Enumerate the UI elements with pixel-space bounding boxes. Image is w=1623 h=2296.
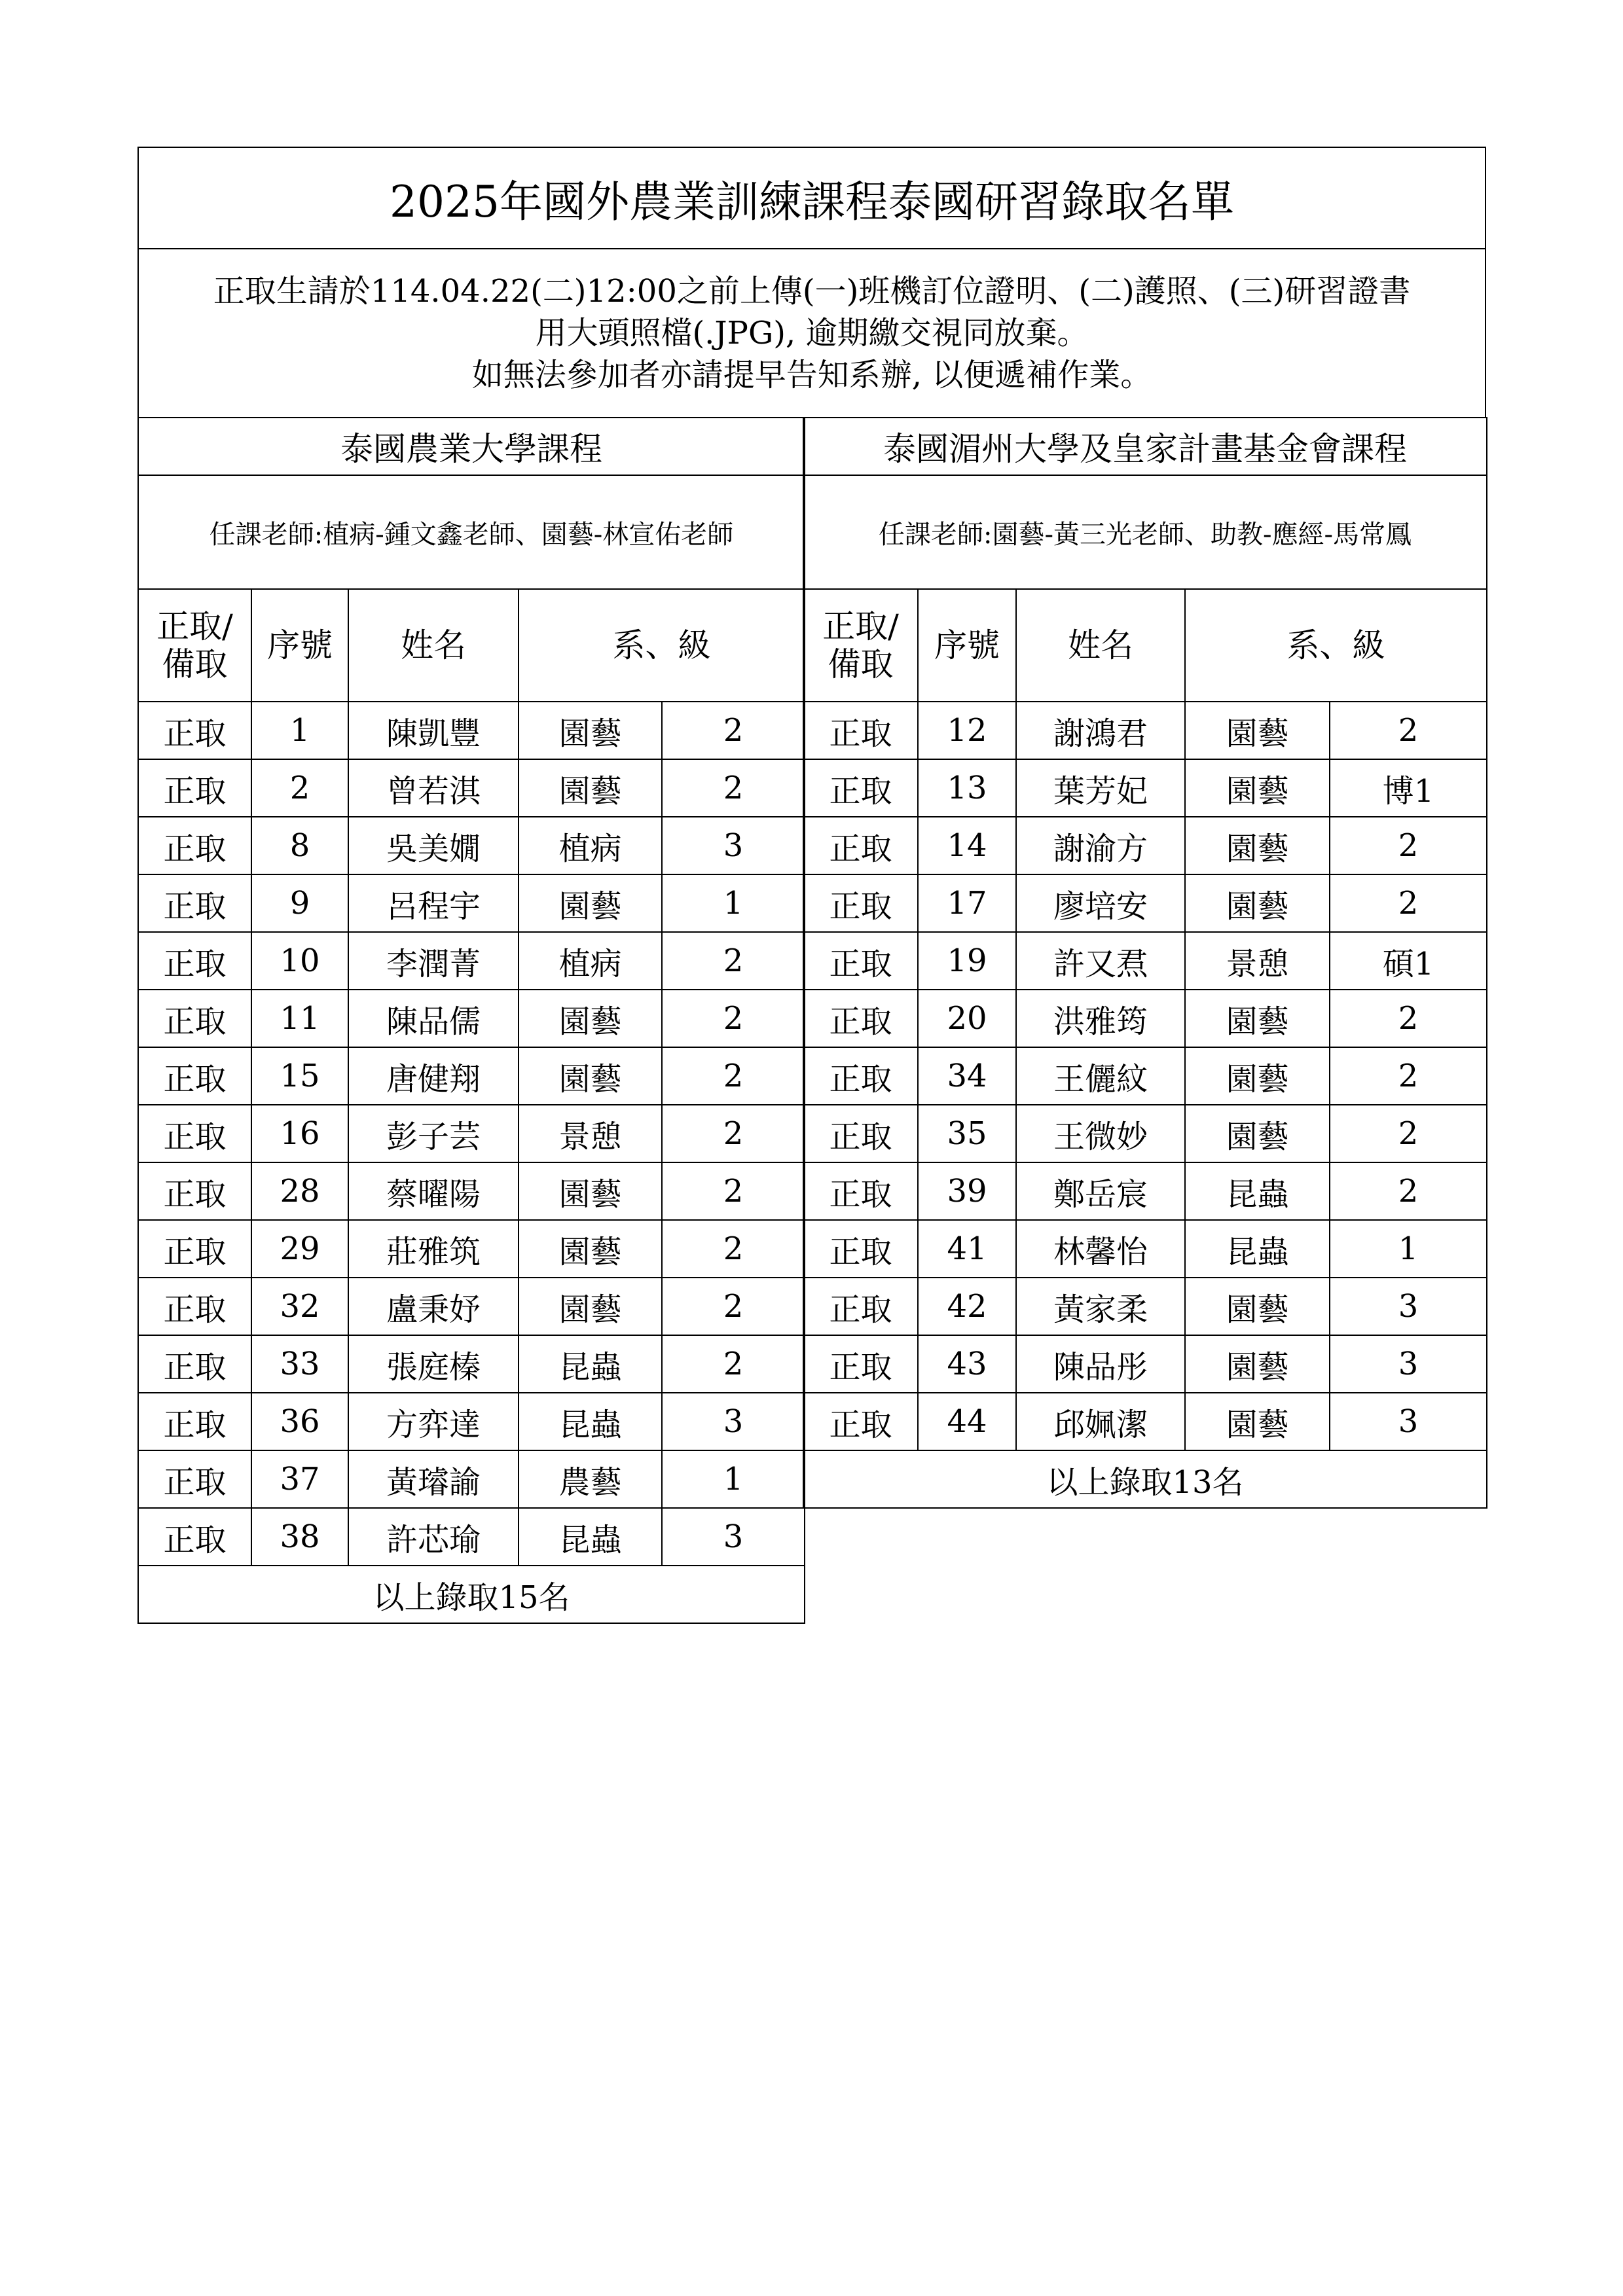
status-cell: 正取: [138, 702, 251, 759]
seq-cell: 13: [918, 759, 1016, 817]
status-cell: 正取: [138, 1162, 251, 1220]
name-cell: 王儷紋: [1016, 1047, 1185, 1105]
status-column-header: [138, 589, 251, 702]
status-cell: 正取: [138, 1393, 251, 1450]
status-cell: 正取: [803, 990, 918, 1047]
table-row: [138, 1162, 805, 1220]
notice-line-3: 如無法參加者亦請提早告知系辦, 以便遞補作業。: [471, 357, 1152, 393]
table-row: [138, 990, 805, 1047]
status-cell: 正取: [803, 1278, 918, 1335]
seq-cell: 2: [251, 759, 348, 817]
name-cell: 陳品儒: [348, 990, 519, 1047]
dept-cell: 園藝: [519, 1220, 662, 1278]
dept-cell: 園藝: [519, 874, 662, 932]
grade-cell: 2: [662, 990, 805, 1047]
grade-cell: 2: [1330, 817, 1487, 874]
name-cell: 盧秉妤: [348, 1278, 519, 1335]
status-cell: 正取: [803, 1335, 918, 1393]
right-course-block: [803, 417, 1486, 1509]
name-cell: 呂程宇: [348, 874, 519, 932]
dept-cell: 園藝: [1185, 1105, 1330, 1162]
name-cell: 陳凱豐: [348, 702, 519, 759]
seq-cell: 35: [918, 1105, 1016, 1162]
status-cell: 正取: [138, 874, 251, 932]
name-cell: 陳品彤: [1016, 1335, 1185, 1393]
dept-cell: 昆蟲: [1185, 1220, 1330, 1278]
grade-cell: 2: [662, 1278, 805, 1335]
seq-cell: 28: [251, 1162, 348, 1220]
dept-cell: 園藝: [1185, 759, 1330, 817]
name-cell: 林馨怡: [1016, 1220, 1185, 1278]
course-title: 泰國湄州大學及皇家計畫基金會課程: [803, 418, 1487, 475]
seq-cell: 16: [251, 1105, 348, 1162]
name-cell: 葉芳妃: [1016, 759, 1185, 817]
grade-cell: 2: [662, 1162, 805, 1220]
status-cell: 正取: [138, 932, 251, 990]
seq-column-header: 序號: [251, 589, 348, 702]
seq-cell: 15: [251, 1047, 348, 1105]
name-cell: 黃璿諭: [348, 1450, 519, 1508]
table-row: [138, 817, 805, 874]
name-cell: 廖培安: [1016, 874, 1185, 932]
table-row: [803, 817, 1487, 874]
grade-cell: 2: [662, 1335, 805, 1393]
dept-cell: 昆蟲: [519, 1393, 662, 1450]
name-cell: 曾若淇: [348, 759, 519, 817]
status-header-line-1: 正取/: [822, 607, 899, 645]
grade-cell: 3: [1330, 1393, 1487, 1450]
dept-cell: 昆蟲: [519, 1335, 662, 1393]
dept-cell: 園藝: [519, 1047, 662, 1105]
dept-cell: 昆蟲: [519, 1508, 662, 1566]
table-row: [138, 702, 805, 759]
admitted-total: 以上錄取13名: [803, 1450, 1487, 1508]
name-cell: 方弈達: [348, 1393, 519, 1450]
grade-cell: 2: [662, 1105, 805, 1162]
grade-cell: 2: [1330, 1105, 1487, 1162]
dept-cell: 植病: [519, 932, 662, 990]
status-cell: 正取: [138, 990, 251, 1047]
left-course-table: [137, 417, 805, 1624]
seq-cell: 32: [251, 1278, 348, 1335]
admitted-total: 以上錄取15名: [138, 1566, 805, 1623]
grade-cell: 2: [1330, 990, 1487, 1047]
table-row: [138, 1335, 805, 1393]
seq-cell: 10: [251, 932, 348, 990]
table-header-row: [803, 589, 1487, 702]
status-cell: 正取: [138, 1105, 251, 1162]
status-cell: 正取: [803, 1393, 918, 1450]
seq-cell: 20: [918, 990, 1016, 1047]
table-row: [803, 1047, 1487, 1105]
seq-cell: 8: [251, 817, 348, 874]
dept-cell: 園藝: [1185, 1335, 1330, 1393]
table-row: [138, 1393, 805, 1450]
status-cell: 正取: [803, 817, 918, 874]
notice-box: [137, 248, 1486, 417]
course-columns: [137, 417, 1486, 1616]
grade-cell: 3: [662, 1508, 805, 1566]
dept-cell: 園藝: [519, 1162, 662, 1220]
table-row: [803, 1393, 1487, 1450]
dept-grade-column-header: 系、級: [519, 589, 805, 702]
table-row: [803, 759, 1487, 817]
status-cell: 正取: [138, 1220, 251, 1278]
dept-cell: 景憩: [519, 1105, 662, 1162]
seq-cell: 9: [251, 874, 348, 932]
table-header-row: [138, 589, 805, 702]
teacher-info: 任課老師:植病-鍾文鑫老師、園藝-林宣佑老師: [138, 475, 805, 589]
grade-cell: 2: [662, 759, 805, 817]
dept-cell: 園藝: [519, 1278, 662, 1335]
status-cell: 正取: [803, 1047, 918, 1105]
total-row: [138, 1566, 805, 1623]
status-cell: 正取: [138, 1278, 251, 1335]
grade-cell: 博1: [1330, 759, 1487, 817]
status-cell: 正取: [803, 702, 918, 759]
grade-cell: 2: [1330, 702, 1487, 759]
status-header-line-2: 備取: [162, 645, 228, 683]
seq-cell: 34: [918, 1047, 1016, 1105]
seq-cell: 14: [918, 817, 1016, 874]
seq-cell: 44: [918, 1393, 1016, 1450]
grade-cell: 3: [662, 817, 805, 874]
dept-cell: 昆蟲: [1185, 1162, 1330, 1220]
table-row: [138, 1220, 805, 1278]
dept-cell: 園藝: [1185, 1393, 1330, 1450]
name-cell: 莊雅筑: [348, 1220, 519, 1278]
table-row: [803, 990, 1487, 1047]
name-cell: 謝渝方: [1016, 817, 1185, 874]
table-row: [138, 1508, 805, 1566]
grade-cell: 2: [662, 1220, 805, 1278]
grade-cell: 2: [1330, 1162, 1487, 1220]
dept-cell: 園藝: [1185, 990, 1330, 1047]
dept-cell: 園藝: [1185, 874, 1330, 932]
dept-cell: 園藝: [1185, 1278, 1330, 1335]
name-cell: 謝鴻君: [1016, 702, 1185, 759]
dept-cell: 園藝: [1185, 702, 1330, 759]
dept-cell: 園藝: [1185, 1047, 1330, 1105]
grade-cell: 1: [662, 1450, 805, 1508]
table-row: [138, 1047, 805, 1105]
seq-cell: 38: [251, 1508, 348, 1566]
course-title: 泰國農業大學課程: [138, 418, 805, 475]
seq-cell: 43: [918, 1335, 1016, 1393]
seq-cell: 17: [918, 874, 1016, 932]
seq-cell: 37: [251, 1450, 348, 1508]
teacher-info: 任課老師:園藝-黃三光老師、助教-應經-馬常鳳: [803, 475, 1487, 589]
seq-cell: 41: [918, 1220, 1016, 1278]
table-row: [803, 1220, 1487, 1278]
name-cell: 張庭榛: [348, 1335, 519, 1393]
grade-cell: 1: [662, 874, 805, 932]
name-cell: 李潤菁: [348, 932, 519, 990]
admission-list-document: [137, 147, 1486, 1616]
seq-column-header: 序號: [918, 589, 1016, 702]
table-row: [803, 874, 1487, 932]
seq-cell: 29: [251, 1220, 348, 1278]
name-cell: 邱姵潔: [1016, 1393, 1185, 1450]
table-row: [138, 1450, 805, 1508]
grade-cell: 2: [1330, 874, 1487, 932]
name-cell: 鄭岳宸: [1016, 1162, 1185, 1220]
grade-cell: 3: [1330, 1335, 1487, 1393]
right-course-table: [803, 417, 1487, 1509]
notice-line-1: 正取生請於114.04.22(二)12:00之前上傳(一)班機訂位證明、(二)護照、(三)研習證書: [213, 273, 1411, 310]
seq-cell: 33: [251, 1335, 348, 1393]
name-cell: 王微妙: [1016, 1105, 1185, 1162]
dept-cell: 園藝: [1185, 817, 1330, 874]
table-row: [138, 874, 805, 932]
table-row: [138, 759, 805, 817]
status-cell: 正取: [138, 1508, 251, 1566]
table-row: [138, 1105, 805, 1162]
grade-cell: 2: [1330, 1047, 1487, 1105]
dept-cell: 景憩: [1185, 932, 1330, 990]
table-row: [803, 702, 1487, 759]
status-cell: 正取: [803, 1220, 918, 1278]
page-title: 2025年國外農業訓練課程泰國研習錄取名單: [137, 147, 1486, 248]
status-column-header: [803, 589, 918, 702]
dept-cell: 園藝: [519, 702, 662, 759]
name-column-header: 姓名: [348, 589, 519, 702]
seq-cell: 36: [251, 1393, 348, 1450]
name-cell: 黃家柔: [1016, 1278, 1185, 1335]
status-cell: 正取: [803, 932, 918, 990]
name-cell: 吳美嫺: [348, 817, 519, 874]
name-cell: 洪雅筠: [1016, 990, 1185, 1047]
status-cell: 正取: [138, 817, 251, 874]
dept-cell: 農藝: [519, 1450, 662, 1508]
seq-cell: 12: [918, 702, 1016, 759]
name-column-header: 姓名: [1016, 589, 1185, 702]
seq-cell: 19: [918, 932, 1016, 990]
table-row: [803, 1278, 1487, 1335]
grade-cell: 3: [1330, 1278, 1487, 1335]
table-row: [803, 1105, 1487, 1162]
table-row: [803, 1335, 1487, 1393]
name-cell: 許芯瑜: [348, 1508, 519, 1566]
left-course-block: [137, 417, 804, 1624]
dept-cell: 園藝: [519, 990, 662, 1047]
grade-cell: 3: [662, 1393, 805, 1450]
name-cell: 許又焄: [1016, 932, 1185, 990]
status-cell: 正取: [803, 1105, 918, 1162]
table-row: [138, 932, 805, 990]
status-cell: 正取: [803, 1162, 918, 1220]
name-cell: 蔡曜陽: [348, 1162, 519, 1220]
grade-cell: 2: [662, 1047, 805, 1105]
grade-cell: 碩1: [1330, 932, 1487, 990]
seq-cell: 11: [251, 990, 348, 1047]
status-cell: 正取: [138, 1450, 251, 1508]
status-header-line-1: 正取/: [156, 607, 233, 645]
dept-grade-column-header: 系、級: [1185, 589, 1487, 702]
seq-cell: 39: [918, 1162, 1016, 1220]
table-row: [138, 1278, 805, 1335]
grade-cell: 1: [1330, 1220, 1487, 1278]
total-row: [803, 1450, 1487, 1508]
dept-cell: 植病: [519, 817, 662, 874]
seq-cell: 1: [251, 702, 348, 759]
grade-cell: 2: [662, 932, 805, 990]
status-cell: 正取: [138, 759, 251, 817]
name-cell: 唐健翔: [348, 1047, 519, 1105]
name-cell: 彭子芸: [348, 1105, 519, 1162]
grade-cell: 2: [662, 702, 805, 759]
table-row: [803, 1162, 1487, 1220]
status-header-line-2: 備取: [828, 645, 894, 683]
status-cell: 正取: [138, 1335, 251, 1393]
table-row: [803, 932, 1487, 990]
notice-line-2: 用大頭照檔(.JPG), 逾期繳交視同放棄。: [535, 315, 1089, 351]
status-cell: 正取: [803, 874, 918, 932]
seq-cell: 42: [918, 1278, 1016, 1335]
status-cell: 正取: [803, 759, 918, 817]
dept-cell: 園藝: [519, 759, 662, 817]
status-cell: 正取: [138, 1047, 251, 1105]
